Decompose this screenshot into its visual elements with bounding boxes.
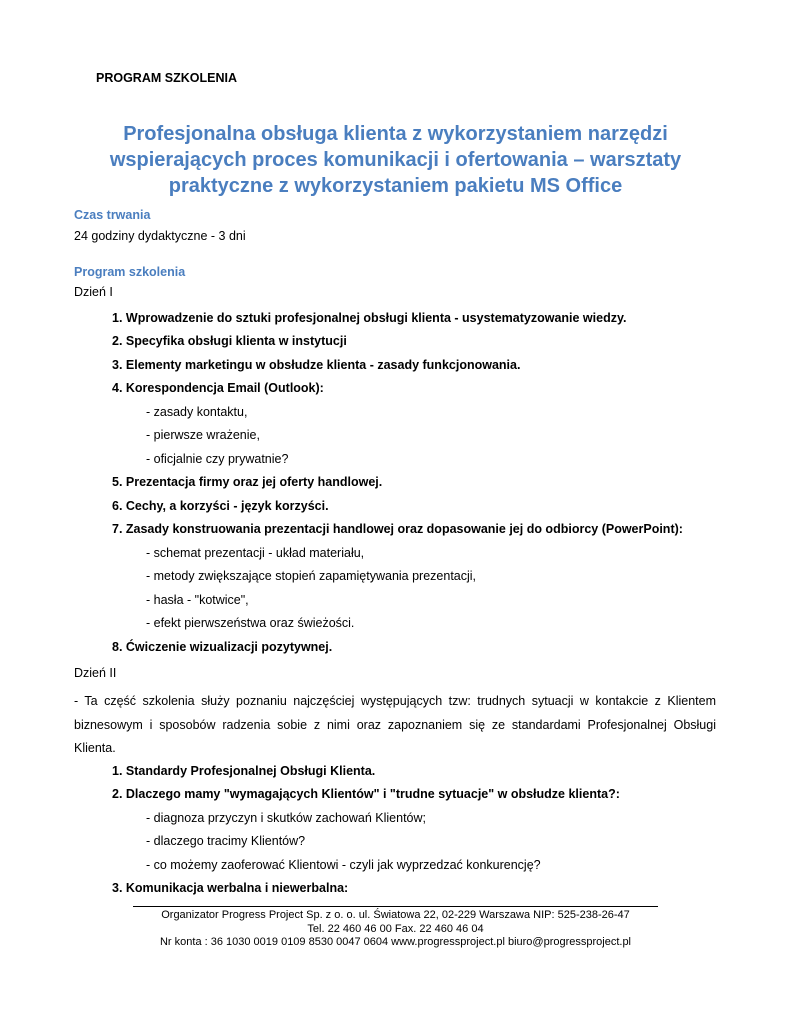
day2-item: 3. Komunikacja werbalna i niewerbalna: bbox=[112, 881, 349, 895]
day1-item: 3. Elementy marketingu w obsłudze klienta - zasady funkcjonowania. bbox=[112, 358, 521, 372]
day2-subitem: - dlaczego tracimy Klientów? bbox=[146, 834, 306, 848]
day1-item: 5. Prezentacja firmy oraz jej oferty handlowej. bbox=[112, 475, 383, 489]
day2-intro: - Ta część szkolenia służy poznaniu najczęściej występujących tzw: trudnych sytuacji w kontakcie z Klientem biznesowym i sposobów radzenia sobie z nimi oraz zapoznaniem się ze standardami Profesjonalnej Obsługi Klienta. bbox=[74, 694, 716, 755]
day1-subitem: - oficjalnie czy prywatnie? bbox=[146, 452, 289, 466]
footer-account: Nr konta : 36 1030 0019 0109 8530 0047 0604 www.progressproject.pl biuro@progressproject.pl bbox=[159, 936, 632, 948]
duration-value: 24 godziny dydaktyczne - 3 dni bbox=[74, 229, 246, 243]
document-header: PROGRAM SZKOLENIA bbox=[96, 71, 237, 85]
day2-label: Dzień II bbox=[74, 666, 117, 680]
day1-label: Dzień I bbox=[74, 285, 113, 299]
day2-subitem: - diagnoza przyczyn i skutków zachowań Klientów; bbox=[146, 811, 426, 825]
day2-item: 1. Standardy Profesjonalnej Obsługi Klienta. bbox=[112, 764, 376, 778]
program-label: Program szkolenia bbox=[74, 265, 186, 279]
day1-item: 6. Cechy, a korzyści - język korzyści. bbox=[112, 499, 329, 513]
day1-item: 1. Wprowadzenie do sztuki profesjonalnej obsługi klienta - usystematyzowanie wiedzy. bbox=[112, 311, 627, 325]
day1-item: 8. Ćwiczenie wizualizacji pozytywnej. bbox=[112, 640, 333, 654]
footer-address: Organizator Progress Project Sp. z o. o. ul. Światowa 22, 02-229 Warszawa NIP: 525-238-26-47 bbox=[161, 909, 630, 921]
day1-subitem: - zasady kontaktu, bbox=[146, 405, 248, 419]
day1-subitem: - hasła - "kotwice", bbox=[146, 593, 249, 607]
day1-subitem: - schemat prezentacji - układ materiału, bbox=[146, 546, 365, 560]
title-line: Profesjonalna obsługa klienta z wykorzystaniem narzędzi bbox=[123, 123, 668, 145]
day2-subitem: - co możemy zaoferować Klientowi - czyli jak wyprzedzać konkurencję? bbox=[146, 858, 541, 872]
day1-item: 2. Specyfika obsługi klienta w instytucji bbox=[112, 334, 347, 348]
duration-label: Czas trwania bbox=[74, 208, 151, 222]
day1-subitem: - pierwsze wrażenie, bbox=[146, 428, 260, 442]
day2-item: 2. Dlaczego mamy "wymagających Klientów" i "trudne sytuacje" w obsłudze klienta?: bbox=[112, 787, 620, 801]
day1-item: 7. Zasady konstruowania prezentacji handlowej oraz dopasowanie jej do odbiorcy (PowerPoint): bbox=[112, 522, 683, 536]
page-footer bbox=[133, 909, 658, 950]
day1-subitem: - efekt pierwszeństwa oraz świeżości. bbox=[146, 616, 355, 630]
footer-phone: Tel. 22 460 46 00 Fax. 22 460 46 04 bbox=[307, 922, 484, 935]
title-line: wspierających proces komunikacji i ofertowania – warsztaty bbox=[109, 149, 682, 171]
document-title bbox=[74, 121, 717, 199]
day1-item: 4. Korespondencja Email (Outlook): bbox=[112, 381, 324, 395]
day1-subitem: - metody zwiększające stopień zapamiętywania prezentacji, bbox=[146, 569, 477, 583]
footer-divider bbox=[133, 906, 658, 907]
title-line: praktyczne z wykorzystaniem pakietu MS Office bbox=[168, 175, 623, 197]
